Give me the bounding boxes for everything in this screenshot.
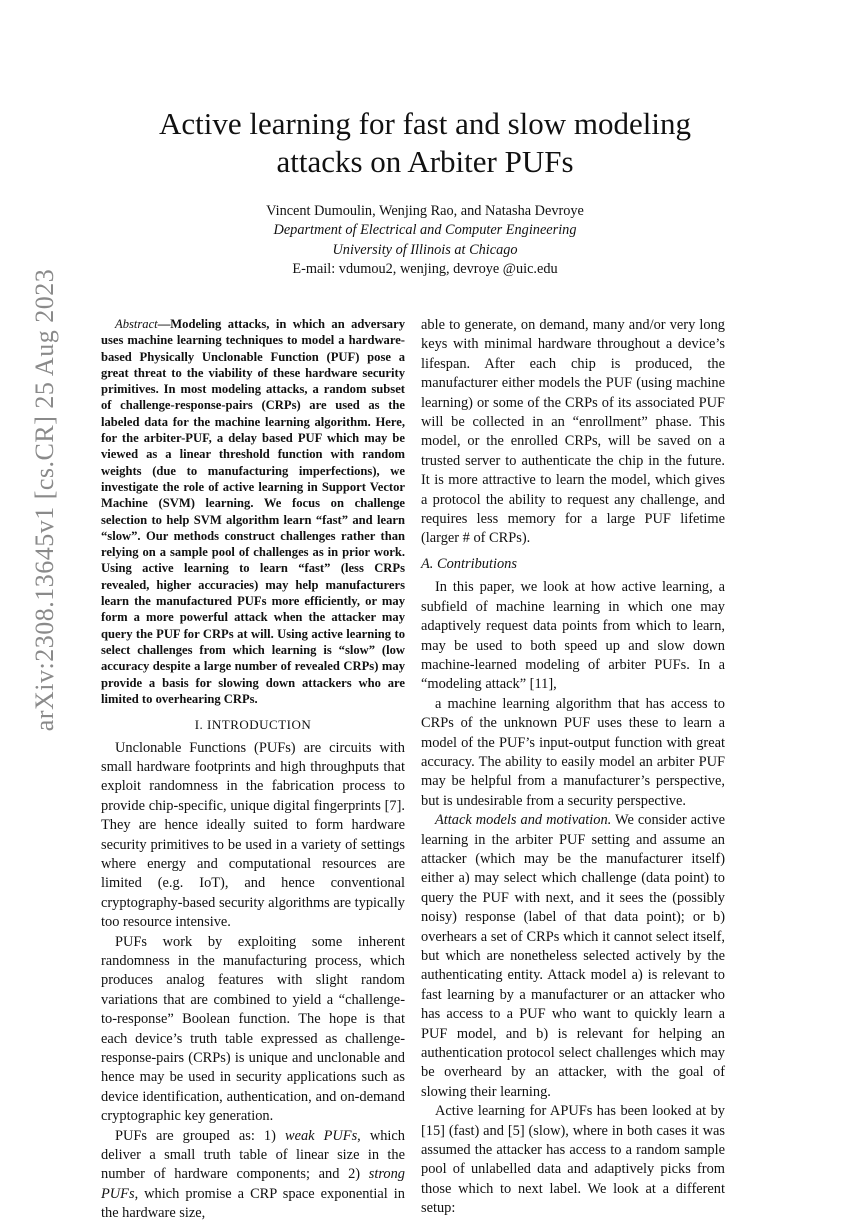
contributions-paragraph-1: In this paper, we look at how active learning, a subfield of machine learning in which one may adaptively request data points from which to learn, may be used to both speed up and slow down machine-learned modeling of arbiter PUFs. In a “modeling attack” [11], — [421, 579, 725, 693]
contributions-paragraph-2: a machine learning algorithm that has access to CRPs of the unknown PUF uses these to learn a model of the PUF’s input-output function with great accuracy. The ability to easily model an arbiter PUF may be helpful from a manufacturer’s perspective, but is undesirable from a security perspective. — [421, 695, 725, 809]
author-department: Department of Electrical and Computer Engineering — [273, 222, 577, 239]
author-block — [100, 202, 750, 280]
abstract — [101, 316, 405, 707]
attack-models-paragraph — [421, 811, 725, 1102]
abstract-text: —Modeling attacks, in which an adversary uses machine learning techniques to model a hardware-based Physically Unclonable Function (PUF) pose a great threat to the viability of these hardware security primitives. In most modeling attacks, a random subset of challenge-response-pairs (CRPs) are used as the labeled data for the machine learning algorithm. Here, for the arbiter-PUF, a delay based PUF which may be viewed as a linear threshold function with random weights (due to manufacturing imperfections), we investigate the role of active learning in Support Vector Machine (SVM) learning. We focus on challenge selection to help SVM algorithm learn “fast” and learn “slow”. Our methods construct challenges rather than relying on a sample pool of challenges as in prior work. Using active learning to learn “fast” (less CRPs revealed, higher accuracies) may help manufacturers learn the manufactured PUFs more efficiently, or may form a more powerful attack when the attacker may query the PUF for CRPs at will. Using active learning to select challenges from which learning is “slow” (low accuracy despite a large number of revealed CRPs) may provide a basis for slowing down attackers who are limited to overhearing CRPs. — [101, 317, 405, 706]
continued-paragraph: able to generate, on demand, many and/or very long keys with minimal hardware throughout a device’s lifespan. After each chip is produced, the manufacturer either models the PUF (using machine learning) or some of the CRPs of its associated PUF will be collected in an “enrollment” phase. This model, or the enrolled CRPs, will be saved on a trusted server to authenticate the chip in the future. It is more attractive to learn the model, which gives a protocol the ability to request any challenge, and requires less memory for a large PUF lifetime (larger # of CRPs). — [421, 317, 725, 547]
attack-models-text: We consider active learning in the arbiter PUF setting and assume an attacker (which may be the manufacturer itself) either a) may select which challenge (data point) to query the PUF with next, and it sees the (possibly noisy) response (label of that data point); or b) overhears a set of CRPs which it cannot select itself, but which are nonetheless selected actively by the authenticating entity. Attack model a) is relevant to fast learning by a manufacturer or an attacker who has access to a PUF who want to quickly learn a PUF model, and b) is relevant for helping an authentication protocol select challenges which may be overheard by an attacker, with the goal of slowing their learning. — [421, 812, 725, 1100]
author-names: Vincent Dumoulin, Wenjing Rao, and Natasha Devroye — [266, 203, 584, 219]
arxiv-side-identifier — [24, 268, 66, 732]
title-line-2: attacks on Arbiter PUFs — [276, 144, 574, 179]
intro-paragraph-3 — [101, 1127, 405, 1224]
intro-paragraph-1: Unclonable Functions (PUFs) are circuits with small hardware footprints and high throughputs that exploit randomness in the fabrication process to provide chip-specific, unique digital fingerprints [7]. They are hence ideally suited to form hardware security primitives to be used in a variety of settings where energy and computational resources are limited (e.g. IoT), and hence conventional cryptography-based security algorithms are typically too resource intensive. — [101, 739, 405, 931]
intro-p3-part-c: , which promise a CRP space exponential in the hardware size, — [101, 1185, 405, 1222]
left-column — [101, 316, 405, 1224]
attack-models-lead: Attack models and motivation. — [435, 812, 612, 829]
intro-p3-part-b: , which deliver a small truth table of linear size in the number of hardware components; and 2) — [101, 1127, 405, 1183]
paper-title — [100, 105, 750, 181]
arxiv-identifier-text: arXiv:2308.13645v1 [cs.CR] 25 Aug 2023 — [30, 268, 59, 732]
subsection-heading-contributions: A. Contributions — [421, 555, 517, 572]
active-learning-paragraph: Active learning for APUFs has been looked at by [15] (fast) and [5] (slow), where in both cases it was assumed the attacker has access to a random sample pool of unlabelled data and adaptively picks from those which to next label. We look at a different setup: — [421, 1103, 725, 1217]
author-university: University of Illinois at Chicago — [332, 241, 518, 258]
section-heading-introduction: I. INTRODUCTION — [194, 717, 312, 733]
term-strong-pufs: strong PUFs — [101, 1166, 405, 1202]
title-line-1: Active learning for fast and slow modeling — [158, 106, 692, 141]
abstract-lead: Abstract — [115, 317, 158, 331]
author-email: E-mail: vdumou2, wenjing, devroye @uic.edu — [292, 261, 558, 278]
term-weak-pufs: weak PUFs — [284, 1127, 358, 1144]
right-column — [421, 316, 725, 1219]
intro-paragraph-2: PUFs work by exploiting some inherent randomness in the manufacturing process, which produces analog features with slight random variations that are combined to yield a “challenge-to-response” Boolean function. The hope is that each device’s truth table expressed as challenge-response-pairs (CRPs) is unique and unclonable and hence may be used in security applications such as device identification, authentication, and on-demand cryptographic key generation. — [101, 933, 405, 1125]
intro-p3-part-a: PUFs are grouped as: 1) — [115, 1127, 285, 1144]
